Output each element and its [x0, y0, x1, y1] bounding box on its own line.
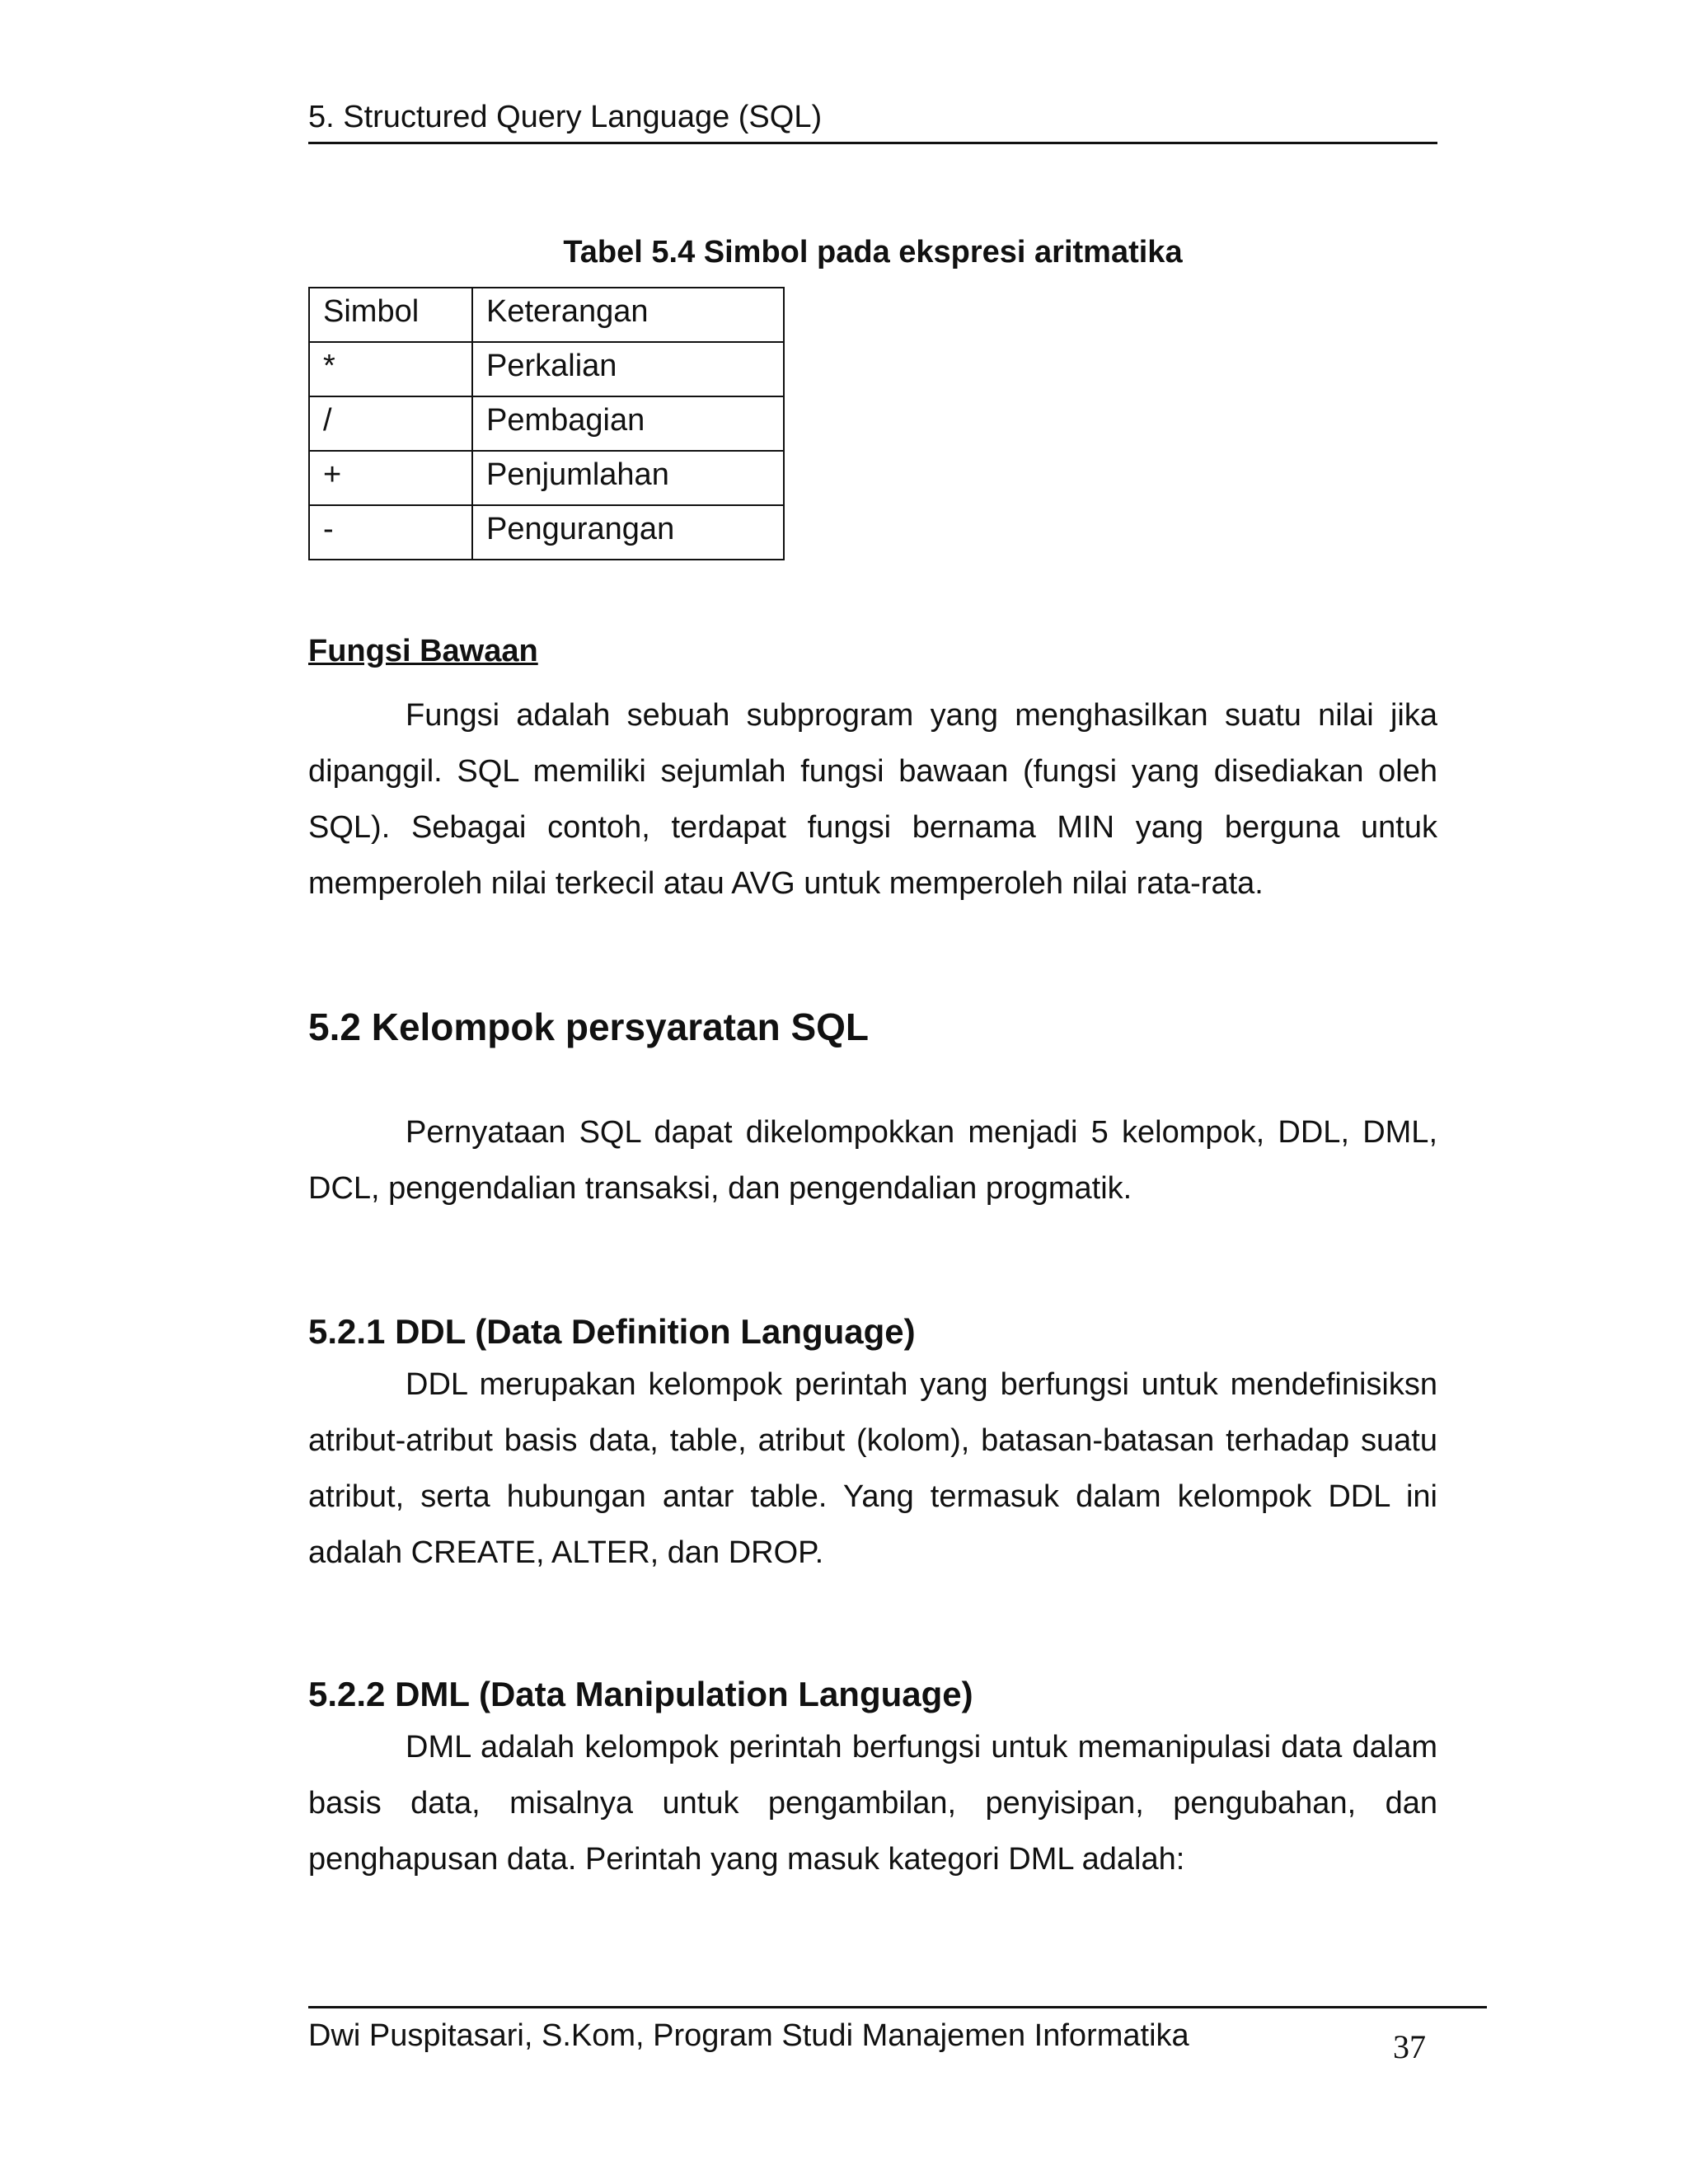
- page-number: 37: [1393, 2028, 1426, 2065]
- table-row: [309, 505, 784, 560]
- table-row: [309, 451, 784, 505]
- table-header-row: [309, 288, 784, 342]
- table-cell-description: Penjumlahan: [472, 451, 784, 505]
- section-5-2-2-paragraph: DML adalah kelompok perintah berfungsi untuk memanipulasi data dalam basis data, misalnya untuk pengambilan, penyisipan, pengubahan, dan penghapusan data. Perintah yang masuk kategori DML adalah:: [308, 1730, 1437, 1877]
- section-5-2-paragraph: Pernyataan SQL dapat dikelompokkan menjadi 5 kelompok, DDL, DML, DCL, pengendalian transaksi, dan pengendalian progmatik.: [308, 1115, 1437, 1206]
- table-row: [309, 396, 784, 451]
- table-cell-description: Pengurangan: [472, 505, 784, 560]
- table-cell-description: Perkalian: [472, 342, 784, 396]
- fungsi-bawaan-heading: Fungsi Bawaan: [308, 634, 538, 668]
- table-cell-description: Pembagian: [472, 396, 784, 451]
- footer-author: Dwi Puspitasari, S.Kom, Program Studi Manajemen Informatika: [308, 2018, 1189, 2053]
- table-cell-symbol: *: [309, 342, 472, 396]
- footer-divider: [308, 2006, 1487, 2008]
- section-5-2-heading: 5.2 Kelompok persyaratan SQL: [308, 1005, 870, 1048]
- table-header-cell: Keterangan: [472, 288, 784, 342]
- section-5-2-1-paragraph: DDL merupakan kelompok perintah yang berfungsi untuk mendefinisiksn atribut-atribut basis data, table, atribut (kolom), batasan-batasan terhadap suatu atribut, serta hubungan antar table. Yang termasuk dalam kelompok DDL ini adalah CREATE, ALTER, dan DROP.: [308, 1367, 1437, 1570]
- fungsi-bawaan-paragraph: Fungsi adalah sebuah subprogram yang menghasilkan suatu nilai jika dipanggil. SQL memiliki sejumlah fungsi bawaan (fungsi yang disediakan oleh SQL). Sebagai contoh, terdapat fungsi bernama MIN yang berguna untuk memperoleh nilai terkecil atau AVG untuk memperoleh nilai rata-rata.: [308, 698, 1437, 901]
- table-cell-symbol: -: [309, 505, 472, 560]
- table-cell-symbol: /: [309, 396, 472, 451]
- table-cell-symbol: +: [309, 451, 472, 505]
- running-header: 5. Structured Query Language (SQL): [308, 97, 1437, 144]
- table-row: [309, 342, 784, 396]
- table-header-cell: Simbol: [309, 288, 472, 342]
- table-caption: Tabel 5.4 Simbol pada ekspresi aritmatika: [563, 235, 1183, 269]
- section-5-2-1-heading: 5.2.1 DDL (Data Definition Language): [308, 1312, 916, 1351]
- section-5-2-2-heading: 5.2.2 DML (Data Manipulation Language): [308, 1675, 973, 1713]
- arithmetic-symbols-table: [308, 287, 785, 560]
